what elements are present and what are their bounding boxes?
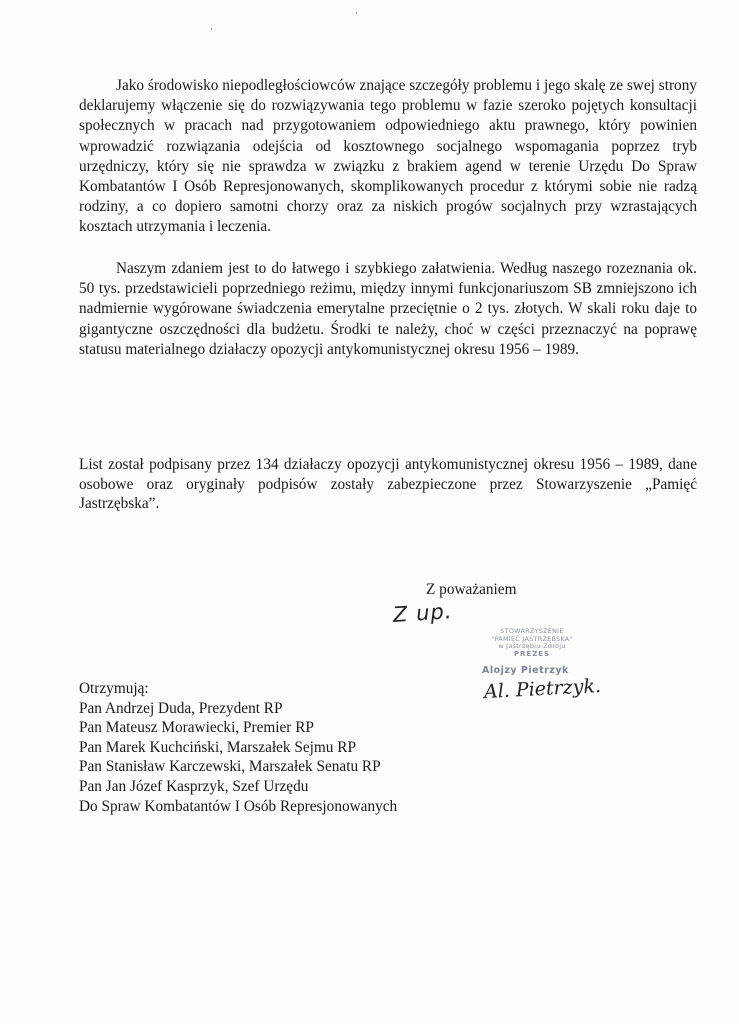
handwritten-zup: Z up.	[392, 598, 454, 628]
recipient-line: Pan Stanisław Karczewski, Marszałek Senatu RP	[79, 758, 381, 776]
recipient-line: Pan Mateusz Morawiecki, Premier RP	[79, 719, 314, 737]
body-paragraph-1: Jako środowisko niepodległościowców znające szczegóły problemu i jego skalę ze swej strony deklarujemy włączenie się do rozwiązywania tego problemu w fazie szeroko pojętych konsultacji społecznych w pracach nad przygotowaniem odpowiedniego aktu prawnego, który powinien wprowadzić rozwiązania odejścia od kosztownego socjalnego wspomagania poprzez tryb urzędniczy, który się nie sprawdza w związku z brakiem agend w terenie Urzędu Do Spraw Kombatantów I Osób Represjonowanych, skomplikowanych procedur z którymi sobie nie radzą rodziny, a co dopiero samotni chorzy oraz za niskich progów socjalnych przy wzrastających kosztach utrzymania i leczenia.	[79, 77, 697, 236]
recipient-line: Pan Marek Kuchciński, Marszałek Sejmu RP	[79, 738, 356, 756]
stamp-line-1: STOWARZYSZENIE	[500, 627, 564, 635]
stamp-line-2: "PAMIĘĆ JASTRZĘBSKA"	[491, 634, 573, 643]
stamp-name: Alojzy Pietrzyk	[482, 665, 569, 676]
signatures-note: List został podpisany przez 134 działaczy opozycji antykomunistycznej okresu 1956 – 1989, dane osobowe oraz oryginały podpisów zostały zabezpieczone przez Stowarzyszenie „Pamięć Jastrzębska”.	[79, 456, 697, 512]
closing-salutation: Z poważaniem	[426, 581, 517, 598]
organization-stamp	[472, 628, 592, 658]
scan-speck	[211, 28, 212, 30]
stamp-line-3: w Jastrzębiu-Zdroju	[498, 642, 566, 650]
recipient-line: Pan Andrzej Duda, Prezydent RP	[79, 699, 283, 717]
recipient-line: Pan Jan Józef Kasprzyk, Szef Urzędu	[79, 777, 309, 795]
handwritten-signature: Al. Pietrzyk.	[483, 674, 602, 704]
recipient-line: Do Spraw Kombatantów I Osób Represjonowanych	[79, 797, 398, 815]
recipients-block	[79, 679, 397, 816]
scan-speck	[356, 12, 357, 14]
stamp-line-4: PREZES	[513, 649, 551, 658]
recipients-heading: Otrzymują:	[79, 680, 149, 697]
body-paragraph-2: Naszym zdaniem jest to do łatwego i szybkiego załatwienia. Według naszego rozeznania ok. 50 tys. przedstawicieli poprzedniego reżimu, między innymi funkcjonariuszom SB zmniejszono ich nadmiernie wygórowane świadczenia emerytalne przeciętnie o 2 tys. złotych. W skali roku daje to gigantyczne oszczędności dla budżetu. Środki te należy, choć w części przeznaczyć na poprawę statusu materialnego działaczy opozycji antykomunistycznej okresu 1956 – 1989.	[79, 260, 697, 358]
